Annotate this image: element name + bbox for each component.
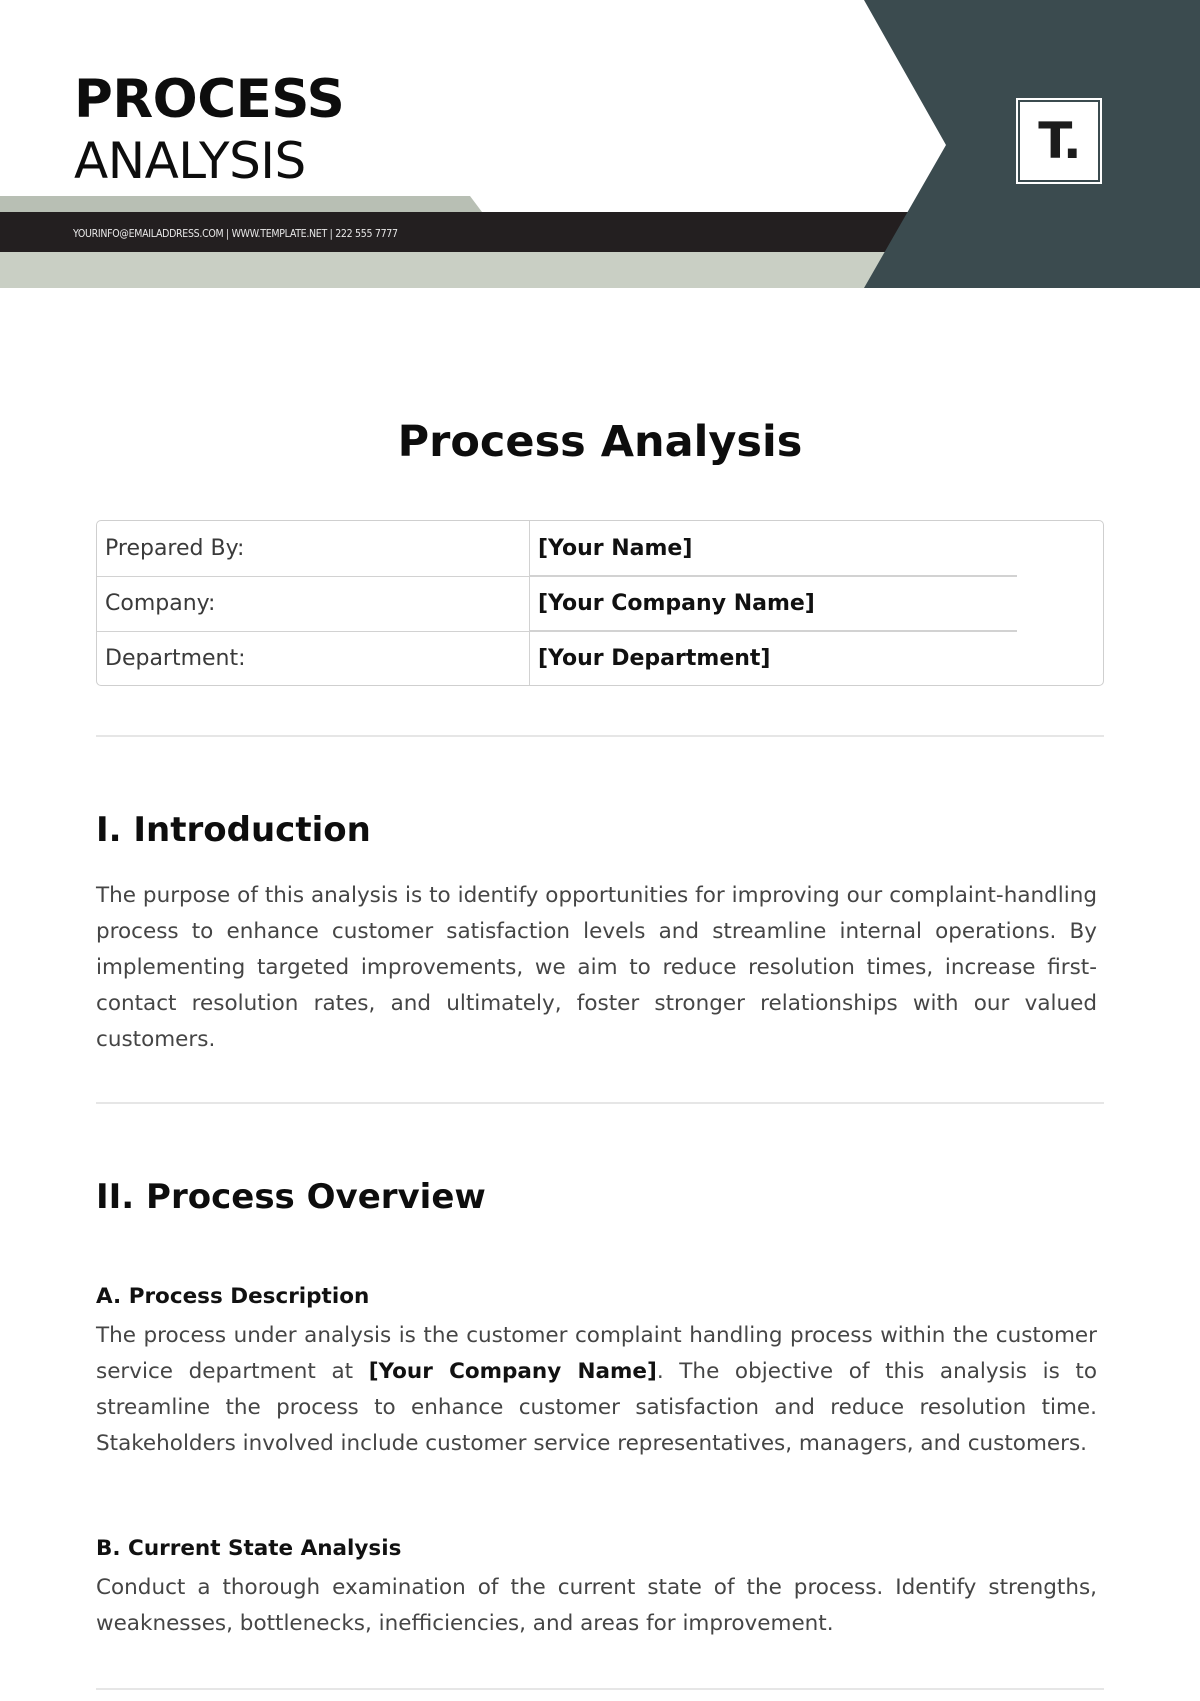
process-description-text [96, 1318, 1097, 1462]
section-divider [96, 1688, 1104, 1690]
section-divider [96, 1102, 1104, 1104]
info-label: Department: [105, 646, 246, 671]
brand-title-line2: ANALYSIS [74, 132, 306, 190]
logo [1020, 102, 1098, 180]
info-value: [Your Company Name] [538, 591, 815, 616]
section-divider [96, 735, 1104, 737]
sage-band [0, 252, 900, 288]
contact-info: YOURINFO@EMAILADDRESS.COM | WWW.TEMPLATE.NET | 222 555 7777 [73, 228, 398, 240]
info-row-department [97, 631, 1103, 686]
brand-title-line1: PROCESS [74, 69, 345, 130]
company-name-placeholder: [Your Company Name] [368, 1359, 657, 1384]
info-value: [Your Department] [538, 646, 771, 671]
current-state-heading: B. Current State Analysis [96, 1536, 402, 1561]
process-description-heading: A. Process Description [96, 1284, 370, 1309]
introduction-text: The purpose of this analysis is to identify opportunities for improving our complaint-handling process to enhance customer satisfaction levels and streamline internal operations. By implementing targeted improvements, we aim to reduce resolution times, increase first-contact resolution rates, and ultimately, foster stronger relationships with our valued customers. [96, 883, 1097, 1052]
current-state-text: Conduct a thorough examination of the current state of the process. Identify strengths, weaknesses, bottlenecks, inefficiencies, and areas for improvement. [96, 1575, 1097, 1636]
info-row-company [97, 576, 1103, 631]
introduction-heading: I. Introduction [96, 810, 371, 850]
process-overview-heading: II. Process Overview [96, 1177, 486, 1217]
info-value: [Your Name] [538, 536, 693, 561]
light-band [0, 196, 482, 212]
process-description-text-start: The process under analysis is the customer complaint handling process within the customer service department at [96, 1323, 1097, 1384]
document-title: Process Analysis [397, 417, 803, 467]
info-table [96, 520, 1104, 686]
info-row-prepared-by [97, 521, 1103, 576]
info-label: Prepared By: [105, 536, 245, 561]
logo-text: T. [1038, 112, 1080, 170]
process-description-text-end: . The objective of this analysis is to streamline the process to enhance customer satisfaction and reduce resolution time. Stakeholders involved include customer service representatives, managers, and customers. [96, 1359, 1097, 1456]
header-banner [0, 0, 1200, 300]
info-label: Company: [105, 591, 216, 616]
